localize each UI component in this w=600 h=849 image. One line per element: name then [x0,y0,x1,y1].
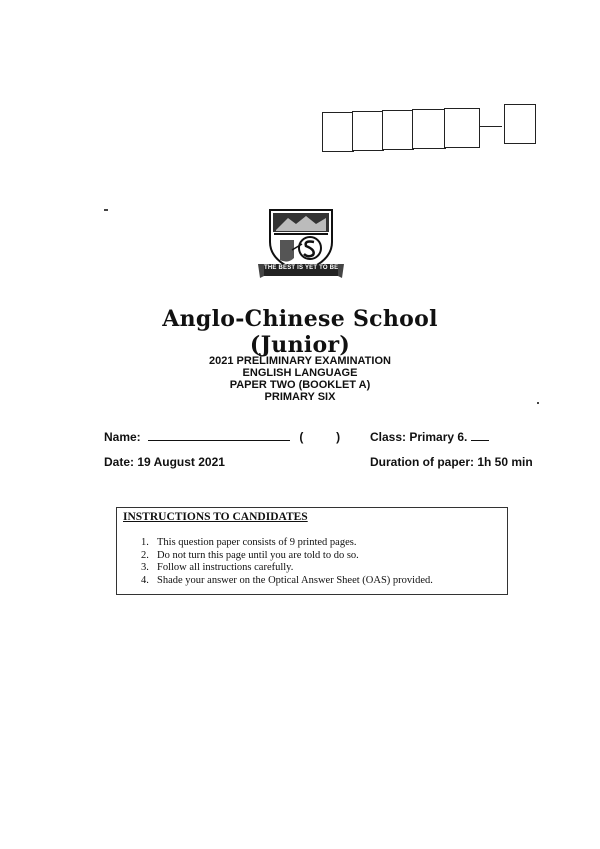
school-name: Anglo-Chinese School (Junior) [162,306,438,358]
index-box[interactable] [504,104,536,144]
exam-duration: Duration of paper: 1h 50 min [370,455,533,469]
scan-speck [537,402,539,404]
instructions-box [116,507,508,595]
class-input[interactable] [471,440,489,441]
index-number-boxes [322,104,538,152]
instruction-item: 4. Shade your answer on the Optical Answer Sheet (OAS) provided. [141,574,433,586]
name-input[interactable] [148,440,290,441]
instructions-title: INSTRUCTIONS TO CANDIDATES [123,511,308,523]
exam-level: PRIMARY SIX [264,391,336,403]
class-field [370,430,489,444]
index-box[interactable] [322,112,354,152]
index-box[interactable] [412,109,446,149]
index-box[interactable] [444,108,480,148]
name-label: Name: [104,430,141,444]
instructions-list [141,537,433,587]
school-motto: THE BEST IS YET TO BE [264,265,339,271]
index-box[interactable] [382,110,414,150]
school-crest-logo [258,204,344,282]
class-label: Class: Primary 6. [370,430,468,444]
index-box[interactable] [352,111,384,151]
register-number-open: ( [299,430,304,444]
instruction-item: 2. Do not turn this page until you are told to do so. [141,549,359,561]
name-field [104,430,340,444]
instruction-item: 1. This question paper consists of 9 printed pages. [141,537,357,548]
instruction-item: 3. Follow all instructions carefully. [141,562,294,573]
exam-paper: PAPER TWO (BOOKLET A) [229,379,371,391]
exam-title: 2021 PRELIMINARY EXAMINATION [209,355,391,367]
exam-date: Date: 19 August 2021 [104,455,225,469]
scan-speck [104,209,108,211]
index-dash [480,126,502,127]
register-number-close: ) [336,430,341,444]
exam-subject: ENGLISH LANGUAGE [242,367,358,379]
